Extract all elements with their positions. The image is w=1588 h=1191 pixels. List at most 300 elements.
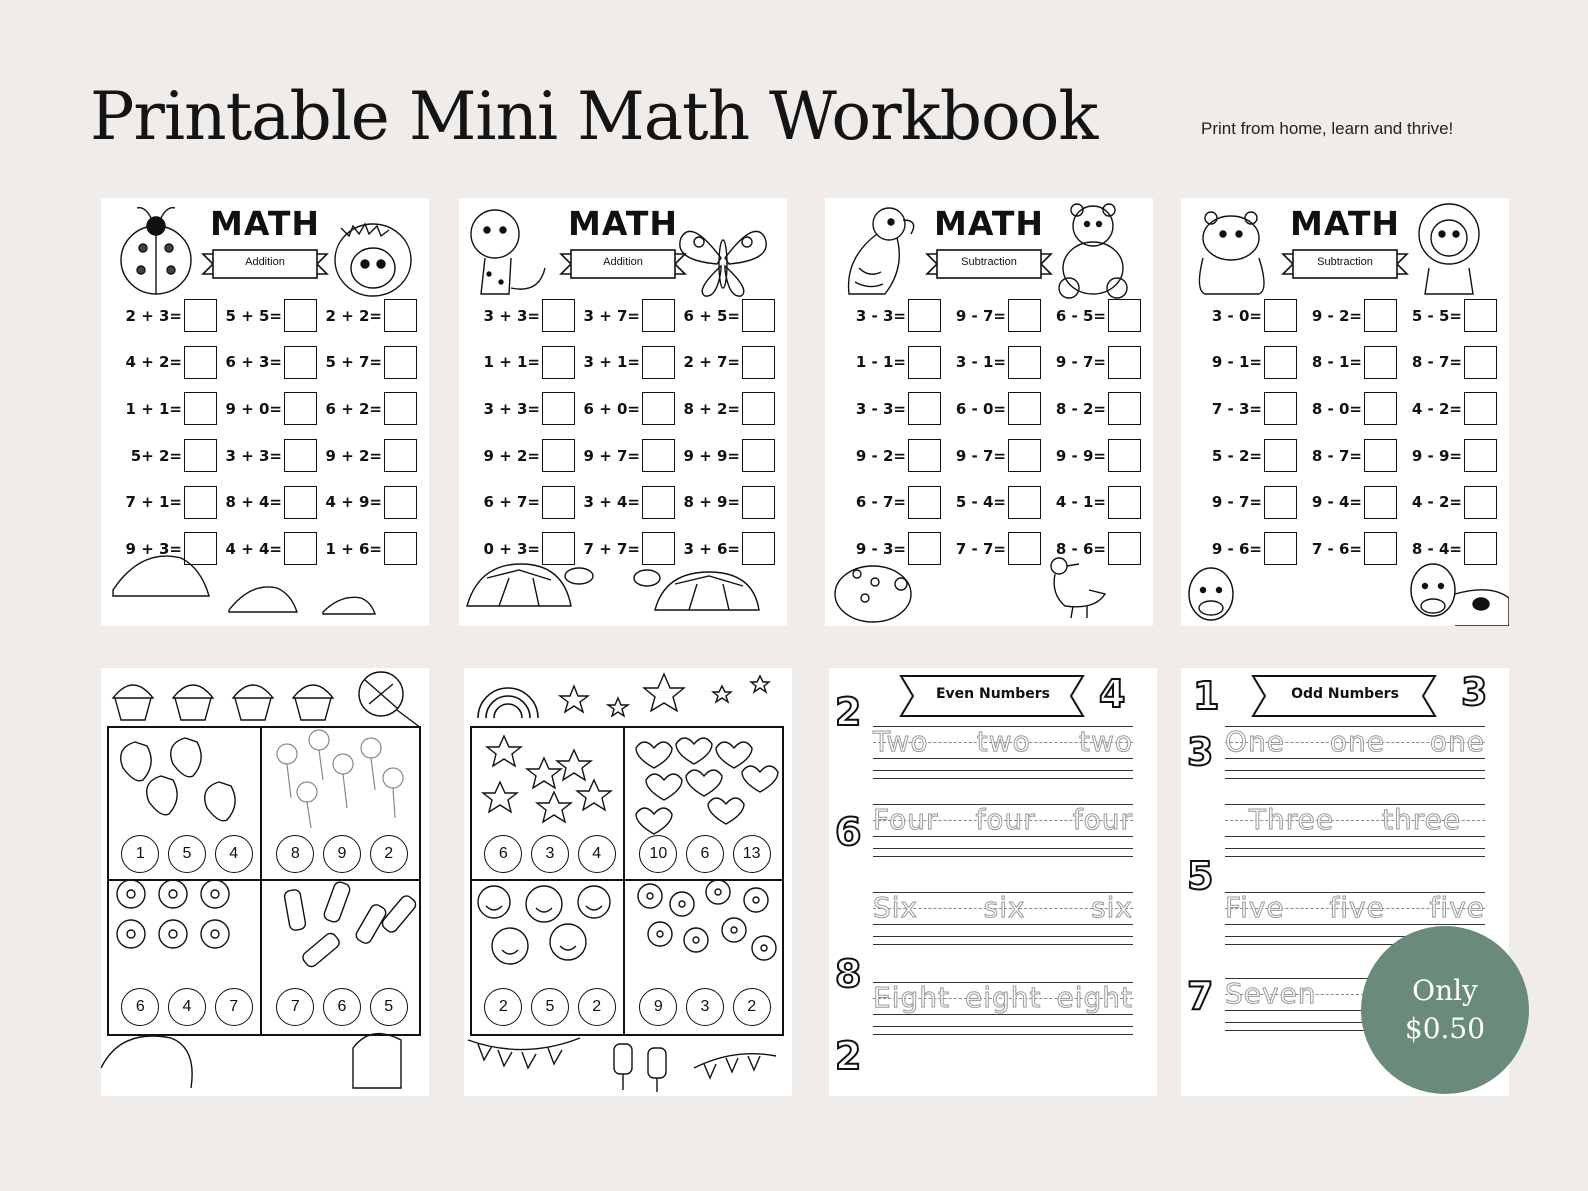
answer-box[interactable] — [742, 486, 775, 519]
equation-text: 9 - 9= — [1411, 446, 1462, 465]
answer-choice[interactable]: 6 — [323, 988, 361, 1026]
equation-text: 4 - 2= — [1411, 399, 1462, 418]
answer-box[interactable] — [1464, 486, 1497, 519]
trace-words — [1225, 891, 1485, 924]
outline-number: 5 — [1187, 854, 1214, 898]
answer-box[interactable] — [284, 439, 317, 472]
trace-word: five — [1329, 891, 1385, 924]
equation-text: 7 + 1= — [125, 493, 182, 512]
answer-box[interactable] — [542, 532, 575, 565]
equation — [475, 485, 575, 520]
answer-box[interactable] — [1108, 532, 1141, 565]
equation-text: 2 + 3= — [125, 306, 182, 325]
tracing-row — [873, 892, 1133, 944]
trace-word: One — [1225, 725, 1286, 758]
frog-icon — [835, 566, 911, 622]
equation — [117, 531, 217, 566]
equation-text: 4 - 1= — [1055, 493, 1106, 512]
answer-box[interactable] — [1108, 299, 1141, 332]
tracing-banner — [901, 676, 1085, 716]
equation-text: 7 - 3= — [1211, 399, 1262, 418]
answer-box[interactable] — [542, 346, 575, 379]
equation — [475, 345, 575, 380]
equation — [841, 531, 941, 566]
equation — [841, 298, 941, 333]
answer-box[interactable] — [384, 532, 417, 565]
price-badge-line1: Only — [1412, 974, 1478, 1007]
answer-box[interactable] — [1008, 486, 1041, 519]
equation-text: 6 - 7= — [855, 493, 906, 512]
butterfly-icon — [680, 231, 766, 296]
equation-text: 9 + 9= — [683, 446, 740, 465]
equation — [1297, 298, 1397, 333]
equation-text: 9 - 6= — [1211, 539, 1262, 558]
answer-choice[interactable]: 4 — [578, 835, 616, 873]
tracing-row — [1225, 726, 1485, 778]
math-page-subtraction-2 — [1181, 198, 1509, 626]
math-page-addition-2 — [459, 198, 787, 626]
trace-word: Eight — [873, 981, 950, 1014]
answer-choices — [117, 988, 257, 1026]
equation — [575, 531, 675, 566]
answer-box[interactable] — [284, 486, 317, 519]
banner-title: Even Numbers — [935, 686, 1051, 702]
equation — [475, 531, 575, 566]
equation-grid — [841, 298, 1141, 566]
trace-word: one — [1329, 725, 1385, 758]
answer-choice[interactable]: 2 — [578, 988, 616, 1026]
operation-label: Subtraction — [961, 256, 1017, 268]
equation-text: 6 + 2= — [325, 399, 382, 418]
equation-text: 7 - 6= — [1311, 539, 1362, 558]
outline-number: 8 — [835, 952, 862, 996]
answer-choices — [635, 988, 775, 1026]
answer-box[interactable] — [1008, 299, 1041, 332]
equation-text: 8 - 7= — [1411, 353, 1462, 372]
cupcake-icon — [113, 685, 333, 720]
equation-text: 9 - 7= — [1211, 493, 1262, 512]
answer-choice[interactable]: 5 — [168, 835, 206, 873]
answer-box[interactable] — [642, 439, 675, 472]
equation — [1041, 438, 1141, 473]
equation — [941, 298, 1041, 333]
equation-text: 3 + 4= — [583, 493, 640, 512]
answer-box[interactable] — [1008, 346, 1041, 379]
equation — [217, 298, 317, 333]
cupcake-bottom-icon — [101, 1034, 401, 1088]
equation-text: 4 - 2= — [1411, 493, 1462, 512]
outline-number: 1 — [1193, 674, 1220, 718]
equation-grid — [1197, 298, 1497, 566]
answer-box[interactable] — [742, 439, 775, 472]
counting-cell — [109, 881, 264, 1034]
answer-box[interactable] — [384, 346, 417, 379]
equation-text: 8 - 7= — [1311, 446, 1362, 465]
equation — [1297, 485, 1397, 520]
answer-choice[interactable]: 6 — [484, 835, 522, 873]
equation-text: 9 - 9= — [1055, 446, 1106, 465]
answer-box[interactable] — [1264, 299, 1297, 332]
equation-text: 3 + 3= — [483, 306, 540, 325]
equation-text: 9 - 7= — [1055, 353, 1106, 372]
equation — [1397, 345, 1497, 380]
trace-word: two — [1078, 725, 1133, 758]
answer-box[interactable] — [742, 346, 775, 379]
answer-box[interactable] — [1364, 532, 1397, 565]
answer-choice[interactable]: 4 — [215, 835, 253, 873]
equation — [317, 438, 417, 473]
trace-word: eight — [964, 981, 1042, 1014]
math-page-addition-1 — [101, 198, 429, 626]
trace-word: Five — [1225, 891, 1285, 924]
outline-number: 4 — [1099, 672, 1126, 716]
answer-box[interactable] — [284, 299, 317, 332]
equation — [1041, 391, 1141, 426]
ladybug-icon — [121, 208, 191, 294]
equation — [575, 345, 675, 380]
trace-word: one — [1429, 725, 1485, 758]
trace-word: two — [976, 725, 1031, 758]
answer-choice[interactable]: 5 — [531, 988, 569, 1026]
answer-box[interactable] — [642, 346, 675, 379]
equation — [1197, 438, 1297, 473]
equation — [1197, 391, 1297, 426]
answer-box[interactable] — [642, 532, 675, 565]
equation-text: 9 - 3= — [855, 539, 906, 558]
answer-box[interactable] — [1108, 439, 1141, 472]
equation-text: 3 + 6= — [683, 539, 740, 558]
answer-box[interactable] — [1108, 486, 1141, 519]
equation — [841, 391, 941, 426]
trace-word: Four — [873, 803, 939, 836]
equation-grid — [117, 298, 417, 566]
answer-box[interactable] — [908, 346, 941, 379]
answer-box[interactable] — [908, 392, 941, 425]
counting-cell — [264, 728, 419, 881]
answer-box[interactable] — [908, 486, 941, 519]
equation — [317, 345, 417, 380]
answer-box[interactable] — [742, 392, 775, 425]
outline-number: 6 — [835, 810, 862, 854]
answer-box[interactable] — [642, 299, 675, 332]
counting-cell — [627, 728, 782, 881]
equation-text: 6 + 3= — [225, 353, 282, 372]
answer-box[interactable] — [1008, 392, 1041, 425]
equation-text: 9 + 3= — [125, 539, 182, 558]
equation — [941, 485, 1041, 520]
answer-box[interactable] — [184, 532, 217, 565]
answer-box[interactable] — [184, 299, 217, 332]
equation — [217, 485, 317, 520]
answer-choice[interactable]: 6 — [121, 988, 159, 1026]
answer-box[interactable] — [542, 299, 575, 332]
equation — [1297, 531, 1397, 566]
equation-text: 7 - 7= — [955, 539, 1006, 558]
trace-word: six — [983, 891, 1026, 924]
tracing-banner — [1253, 676, 1437, 716]
equation-text: 4 + 9= — [325, 493, 382, 512]
counting-cell — [627, 881, 782, 1034]
equation — [475, 391, 575, 426]
trace-word: three — [1381, 803, 1462, 836]
trace-word: Six — [873, 891, 919, 924]
answer-box[interactable] — [642, 486, 675, 519]
equation-text: 8 - 0= — [1311, 399, 1362, 418]
answer-box[interactable] — [1264, 439, 1297, 472]
equation-text: 6 - 5= — [1055, 306, 1106, 325]
answer-choice[interactable]: 7 — [276, 988, 314, 1026]
equation-text: 5 - 5= — [1411, 306, 1462, 325]
trace-word: eight — [1056, 981, 1133, 1014]
trace-words — [873, 803, 1133, 836]
tracing-row — [1225, 804, 1485, 856]
stars-icon — [560, 674, 769, 716]
answer-box[interactable] — [1008, 439, 1041, 472]
answer-box[interactable] — [284, 532, 317, 565]
math-heading: MATH — [934, 204, 1044, 243]
answer-box[interactable] — [1364, 299, 1397, 332]
answer-box[interactable] — [642, 392, 675, 425]
equation-text: 9 - 2= — [1311, 306, 1362, 325]
equation-text: 2 + 2= — [325, 306, 382, 325]
answer-box[interactable] — [742, 299, 775, 332]
answer-box[interactable] — [284, 392, 317, 425]
hedgehog-face-icon — [335, 224, 411, 296]
answer-box[interactable] — [908, 439, 941, 472]
equation — [841, 345, 941, 380]
equation — [117, 438, 217, 473]
answer-box[interactable] — [908, 532, 941, 565]
equation — [1041, 298, 1141, 333]
answer-box[interactable] — [1108, 346, 1141, 379]
answer-choice[interactable]: 9 — [323, 835, 361, 873]
leopard-icon — [471, 210, 545, 294]
equation — [575, 438, 675, 473]
equation-text: 3 - 3= — [855, 399, 906, 418]
answer-box[interactable] — [1464, 299, 1497, 332]
outline-number: 3 — [1461, 670, 1488, 714]
equation-text: 5+ 2= — [130, 446, 182, 465]
counting-page-1 — [101, 668, 429, 1096]
equation — [117, 391, 217, 426]
equation-text: 1 + 6= — [325, 539, 382, 558]
equation — [117, 345, 217, 380]
equation — [1397, 531, 1497, 566]
answer-box[interactable] — [1264, 532, 1297, 565]
answer-box[interactable] — [384, 486, 417, 519]
answer-box[interactable] — [1364, 346, 1397, 379]
equation — [1041, 531, 1141, 566]
tagline: Print from home, learn and thrive! — [1201, 119, 1454, 138]
tracing-row — [873, 982, 1133, 1034]
answer-box[interactable] — [184, 486, 217, 519]
answer-box[interactable] — [184, 392, 217, 425]
equation — [1197, 531, 1297, 566]
answer-box[interactable] — [542, 439, 575, 472]
equation — [841, 438, 941, 473]
equation-text: 6 - 0= — [955, 399, 1006, 418]
equation-text: 9 - 4= — [1311, 493, 1362, 512]
answer-box[interactable] — [1264, 346, 1297, 379]
equation-text: 3 - 3= — [855, 306, 906, 325]
answer-box[interactable] — [1364, 486, 1397, 519]
answer-choice[interactable]: 9 — [639, 988, 677, 1026]
answer-box[interactable] — [1264, 392, 1297, 425]
equation — [1397, 485, 1497, 520]
answer-box[interactable] — [1108, 392, 1141, 425]
equation-text: 8 - 2= — [1055, 399, 1106, 418]
answer-box[interactable] — [384, 299, 417, 332]
equation-text: 9 + 2= — [325, 446, 382, 465]
answer-box[interactable] — [1464, 439, 1497, 472]
tracing-page-even — [829, 668, 1157, 1096]
answer-choice[interactable]: 2 — [370, 835, 408, 873]
trace-words — [1225, 725, 1485, 758]
equation — [941, 345, 1041, 380]
equation-text: 3 + 7= — [583, 306, 640, 325]
answer-choice[interactable]: 4 — [168, 988, 206, 1026]
equation — [675, 531, 775, 566]
tracing-row — [873, 804, 1133, 856]
answer-box[interactable] — [542, 486, 575, 519]
equation — [1397, 298, 1497, 333]
answer-box[interactable] — [908, 299, 941, 332]
hippo-icon — [1199, 212, 1264, 294]
outline-number: 2 — [835, 690, 862, 734]
answer-box[interactable] — [384, 439, 417, 472]
parrot-icon — [849, 208, 914, 294]
answer-box[interactable] — [742, 532, 775, 565]
operation-label: Subtraction — [1317, 256, 1373, 268]
equation-text: 6 + 5= — [683, 306, 740, 325]
math-heading: MATH — [568, 204, 678, 243]
bunting-icon — [468, 1038, 776, 1092]
trace-word: four — [975, 803, 1036, 836]
equation-text: 3 - 0= — [1211, 306, 1262, 325]
equation — [217, 391, 317, 426]
answer-box[interactable] — [1364, 392, 1397, 425]
equation-text: 9 + 7= — [583, 446, 640, 465]
equation-text: 3 + 3= — [483, 399, 540, 418]
counting-page-2 — [464, 668, 792, 1096]
operation-label: Addition — [245, 256, 285, 268]
answer-choice[interactable]: 7 — [215, 988, 253, 1026]
outline-number: 2 — [835, 1034, 862, 1078]
lion-icon — [1419, 204, 1479, 294]
answer-choice[interactable]: 3 — [686, 988, 724, 1026]
equation — [217, 531, 317, 566]
answer-box[interactable] — [384, 392, 417, 425]
equation-text: 1 + 1= — [483, 353, 540, 372]
answer-choice[interactable]: 13 — [733, 835, 771, 873]
answer-box[interactable] — [1464, 532, 1497, 565]
equation-text: 6 + 0= — [583, 399, 640, 418]
equation — [841, 485, 941, 520]
trace-words — [873, 891, 1133, 924]
counting-cell — [472, 728, 627, 881]
answer-box[interactable] — [1464, 346, 1497, 379]
answer-box[interactable] — [1008, 532, 1041, 565]
answer-choices — [272, 835, 412, 873]
trace-words — [1225, 803, 1485, 836]
equation-text: 5 + 7= — [325, 353, 382, 372]
equation — [317, 391, 417, 426]
equation — [575, 391, 675, 426]
equation — [117, 485, 217, 520]
equation-text: 1 - 1= — [855, 353, 906, 372]
answer-choices — [480, 835, 620, 873]
equation — [317, 485, 417, 520]
answer-choice[interactable]: 8 — [276, 835, 314, 873]
answer-choice[interactable]: 3 — [531, 835, 569, 873]
equation-text: 8 + 4= — [225, 493, 282, 512]
equation-text: 0 + 3= — [483, 539, 540, 558]
equation-text: 5 + 5= — [225, 306, 282, 325]
answer-choices — [635, 835, 775, 873]
equation-text: 2 + 7= — [683, 353, 740, 372]
answer-box[interactable] — [184, 439, 217, 472]
price-badge-price: $0.50 — [1404, 1012, 1486, 1045]
equation — [675, 345, 775, 380]
equation-text: 3 + 3= — [225, 446, 282, 465]
answer-box[interactable] — [542, 392, 575, 425]
math-heading: MATH — [1290, 204, 1400, 243]
equation-text: 8 + 2= — [683, 399, 740, 418]
answer-box[interactable] — [1264, 486, 1297, 519]
trace-words — [873, 725, 1133, 758]
answer-choice[interactable]: 10 — [639, 835, 677, 873]
equation-text: 4 + 4= — [225, 539, 282, 558]
counting-cell — [472, 881, 627, 1034]
equation — [675, 298, 775, 333]
math-page-subtraction-1 — [825, 198, 1153, 626]
answer-choice[interactable]: 5 — [370, 988, 408, 1026]
equation-text: 9 - 7= — [955, 446, 1006, 465]
answer-box[interactable] — [284, 346, 317, 379]
answer-choices — [480, 988, 620, 1026]
answer-choice[interactable]: 1 — [121, 835, 159, 873]
lollipop-icon — [359, 672, 421, 728]
tracing-row — [873, 726, 1133, 778]
counting-cell — [109, 728, 264, 881]
answer-box[interactable] — [1464, 392, 1497, 425]
counting-grid — [470, 726, 784, 1036]
trace-word: Seven — [1225, 977, 1317, 1010]
answer-box[interactable] — [1364, 439, 1397, 472]
equation — [1397, 438, 1497, 473]
equation-text: 5 - 2= — [1211, 446, 1262, 465]
equation — [941, 531, 1041, 566]
turtles-icon — [467, 564, 759, 610]
equation-text: 9 + 0= — [225, 399, 282, 418]
answer-choice[interactable]: 2 — [484, 988, 522, 1026]
trace-word: five — [1429, 891, 1485, 924]
equation-text: 4 + 2= — [125, 353, 182, 372]
answer-choice[interactable]: 6 — [686, 835, 724, 873]
page-title: Printable Mini Math Workbook — [90, 78, 1098, 155]
equation — [317, 298, 417, 333]
equation — [117, 298, 217, 333]
equation — [1297, 391, 1397, 426]
equation — [575, 298, 675, 333]
equation — [941, 391, 1041, 426]
equation — [1041, 345, 1141, 380]
duck-icon — [1051, 558, 1105, 618]
answer-box[interactable] — [184, 346, 217, 379]
answer-choice[interactable]: 2 — [733, 988, 771, 1026]
equation-text: 8 - 4= — [1411, 539, 1462, 558]
outline-number: 7 — [1187, 974, 1214, 1018]
